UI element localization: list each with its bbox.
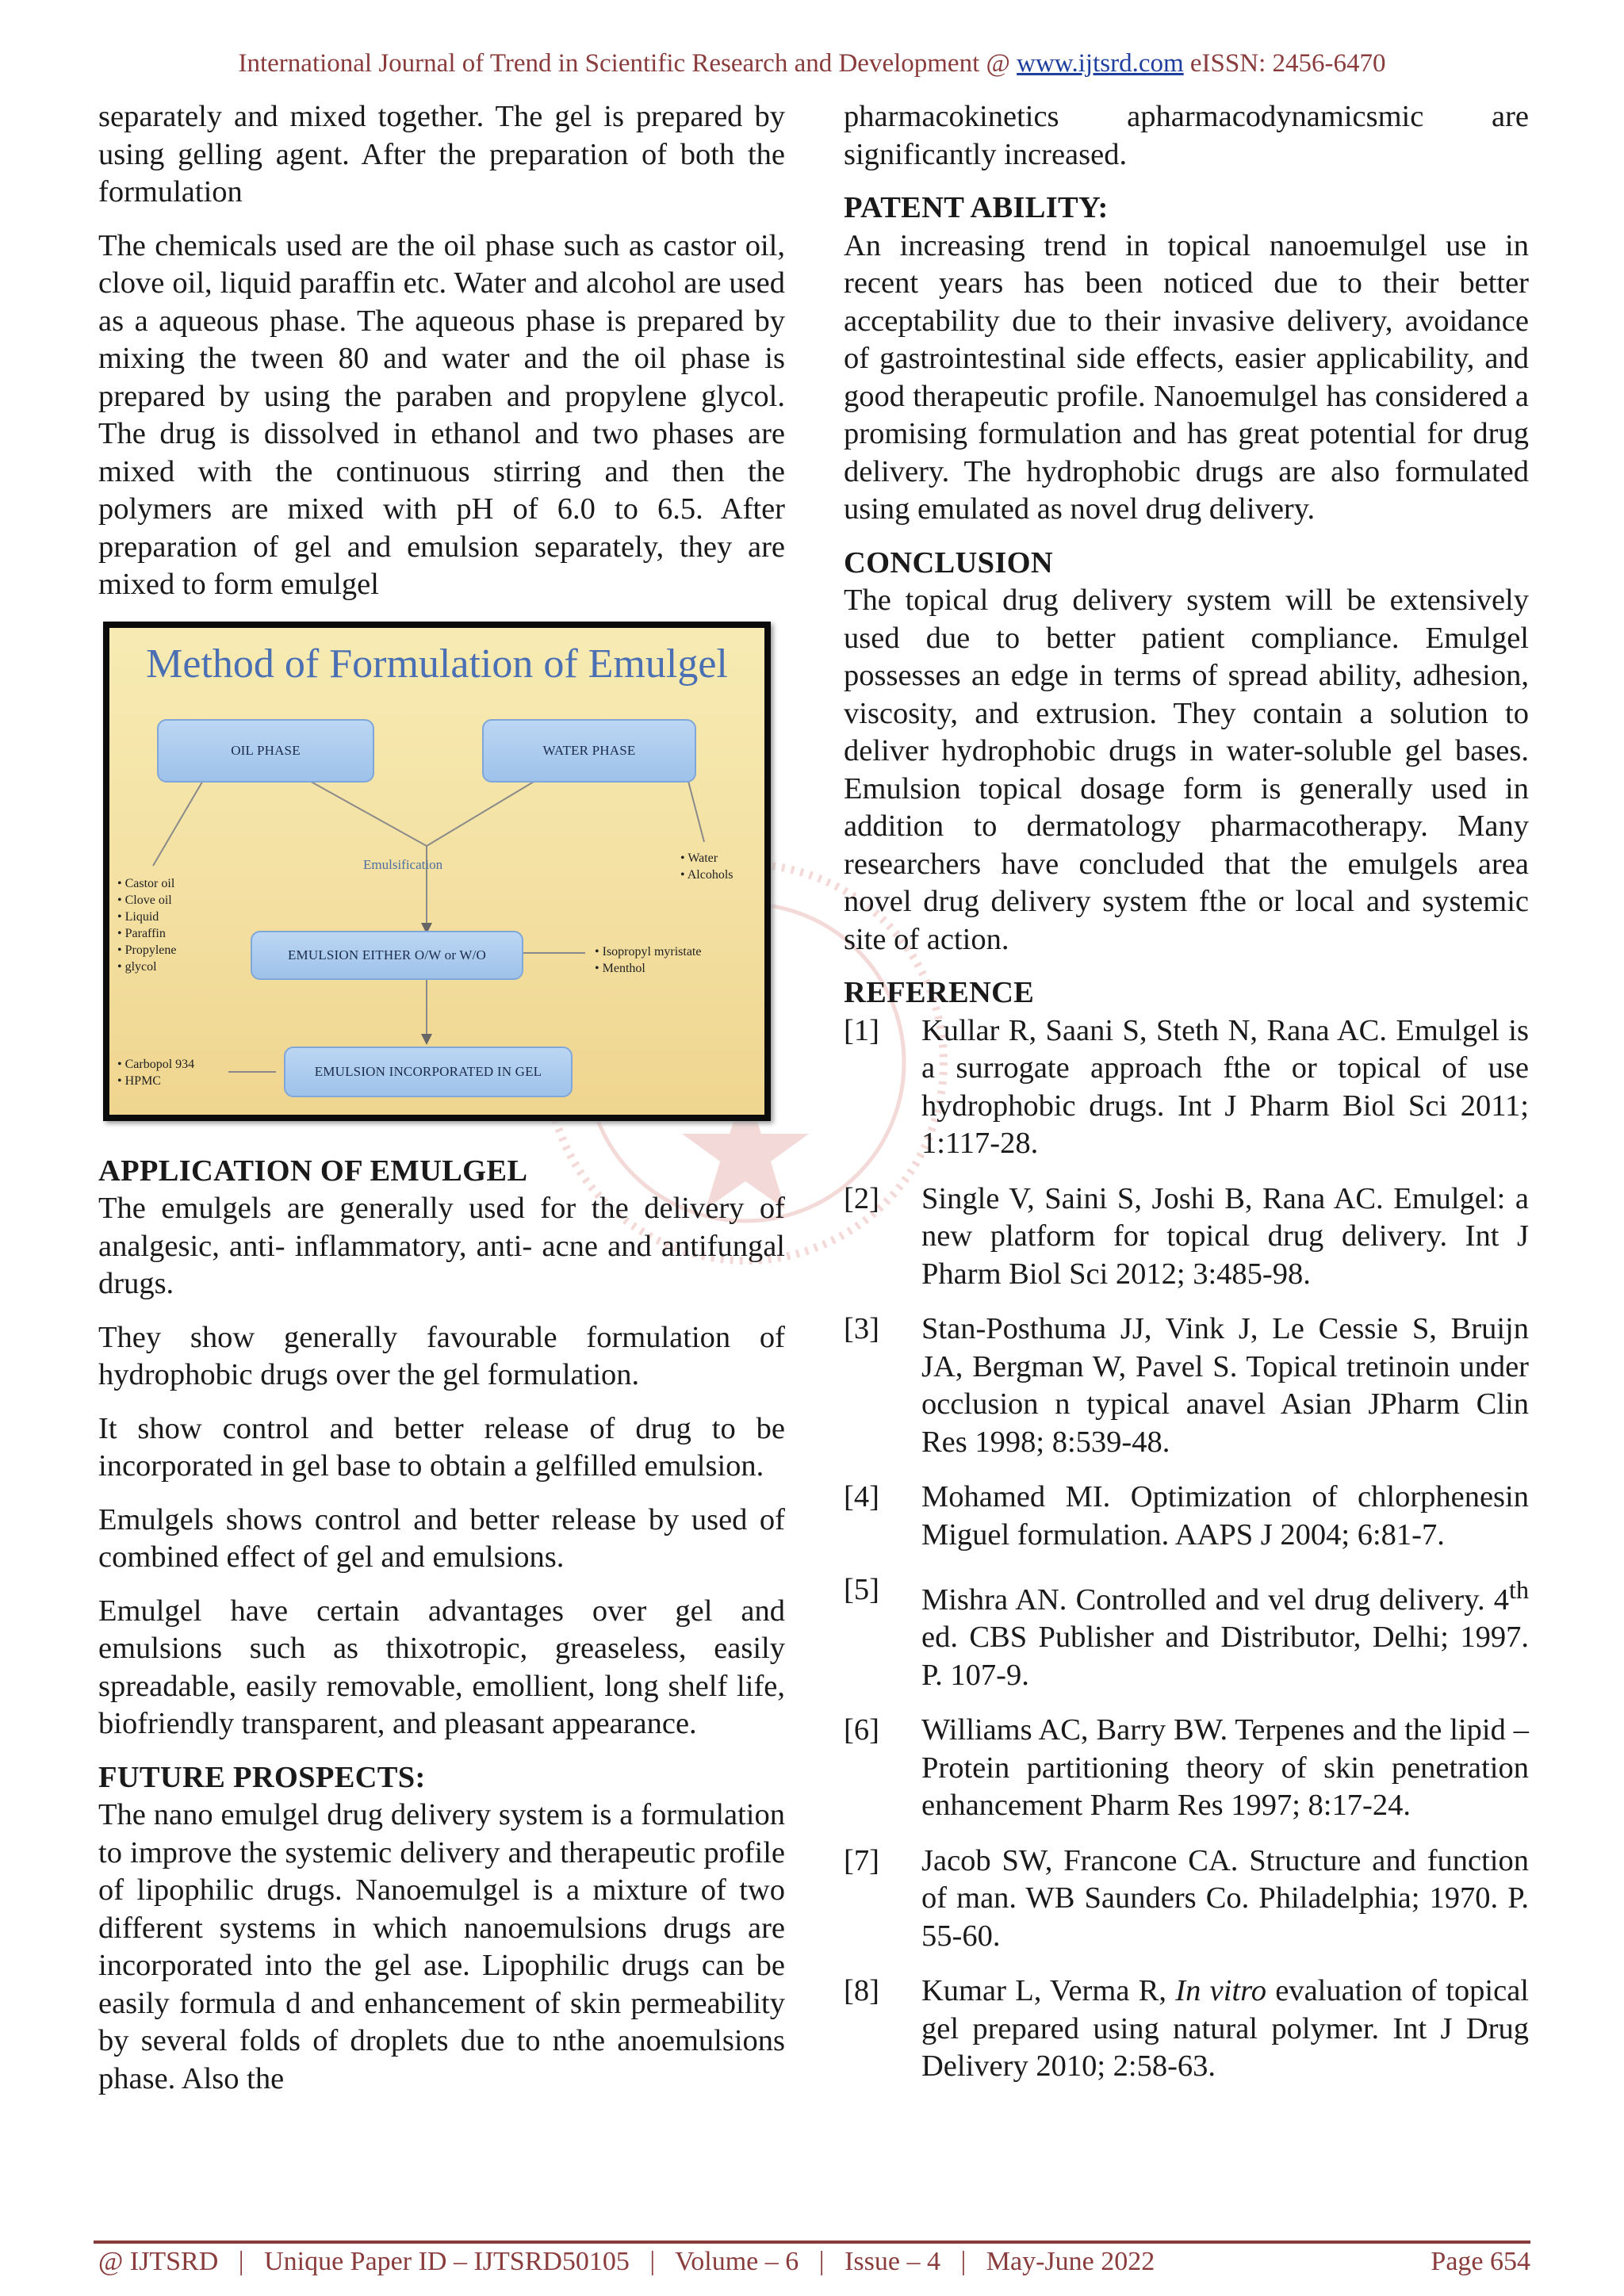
footer-divider	[94, 2241, 1530, 2244]
paragraph: separately and mixed together. The gel is prepared by using gelling agent. After the preparation of both the formulation	[98, 100, 785, 209]
oil-phase-box: OIL PHASE	[157, 719, 374, 783]
emulsion-items-list: • Isopropyl myristate • Menthol	[595, 943, 701, 977]
header-prefix: International Journal of Trend in Scientific Research and Development @	[238, 49, 1017, 78]
figure-title: Method of Formulation of Emulgel	[146, 641, 728, 687]
emulsification-label: Emulsification	[363, 856, 443, 872]
right-column	[844, 98, 1529, 2103]
gel-items-list: • Carbopol 934 • HPMC	[117, 1056, 194, 1089]
paragraph: They show generally favourable formulation of hydrophobic drugs over the gel formulation.	[98, 1320, 785, 1391]
section-heading: CONCLUSION	[844, 545, 1053, 580]
page-footer	[98, 2247, 1530, 2277]
formulation-figure	[103, 622, 771, 1121]
section-heading: REFERENCE	[844, 976, 1035, 1009]
oil-items-list: • Castor oil • Clove oil • Liquid • Paraffin • Propylene • glycol	[117, 875, 176, 975]
reference-item: [2] Single V, Saini S, Joshi B, Rana AC. Emulgel: a new platform for topical drug delivery. Int J Pharm Biol Sci 2012; 3:485-98.	[844, 1181, 1529, 1291]
water-items-list: • Water • Alcohols	[680, 850, 733, 883]
paragraph: Emulgel have certain advantages over gel and emulsions such as thixotropic, greaseless, easily spreadable, easily removable, emollient, long shelf life, biofriendly transparent, and pleasant appearance.	[98, 1594, 785, 1740]
gel-box: EMULSION INCORPORATED IN GEL	[284, 1047, 573, 1097]
paragraph: The emulgels are generally used for the delivery of analgesic, anti- inflammatory, anti- acne and antifungal drugs.	[98, 1192, 785, 1300]
journal-link[interactable]: www.ijtsrd.com	[1017, 49, 1184, 78]
reference-item: [5] Mishra AN. Controlled and vel drug delivery. 4th ed. CBS Publisher and Distributor, Delhi; 1997. P. 107-9.	[844, 1573, 1529, 1692]
emulsion-box: EMULSION EITHER O/W or W/O	[251, 931, 523, 980]
reference-item: [7] Jacob SW, Francone CA. Structure and function of man. WB Saunders Co. Philadelphia; 1970. P. 55-60.	[844, 1843, 1529, 1953]
paragraph: An increasing trend in topical nanoemulgel use in recent years has been noticed due to their better acceptability due to their invasive delivery, avoidance of gastrointestinal side effects, easier applicability, and good therapeutic profile. Nanoemulgel has considered a promising formulation and has great potential for drug delivery. The hydrophobic drugs are also formulated using emulated as novel drug delivery.	[844, 228, 1529, 526]
reference-item: [1] Kullar R, Saani S, Steth N, Rana AC. Emulgel is a surrogate approach fthe or topical of use hydrophobic drugs. Int J Pharm Biol Sci 2011; 1:117-28.	[844, 1013, 1529, 1160]
paragraph: The topical drug delivery system will be extensively used due to better patient compliance. Emulgel possesses an edge in terms of spread ability, adhesion, viscosity, and extrusion. They contain a solution to deliver hydrophobic drugs in water-soluble gel bases. Emulsion topical dosage form is generally used in addition to dermatology pharmacotherapy. Many researchers have concluded that the emulgels area novel drug delivery system fthe or local and systemic site of action.	[844, 584, 1529, 956]
paragraph: pharmacokinetics apharmacodynamicsmic are significantly increased.	[844, 100, 1529, 171]
page-number: Page 654	[1431, 2247, 1530, 2276]
running-header	[0, 49, 1624, 78]
reference-item: [4] Mohamed MI. Optimization of chlorphenesin Miguel formulation. AAPS J 2004; 6:81-7.	[844, 1480, 1529, 1552]
section-heading: PATENT ABILITY:	[844, 191, 1109, 224]
water-phase-box: WATER PHASE	[482, 719, 696, 783]
reference-item: [8] Kumar L, Verma R, In vitro evaluation of topical gel prepared using natural polymer. Int J Drug Delivery 2010; 2:58-63.	[844, 1974, 1530, 2084]
section-heading: APPLICATION OF EMULGEL	[98, 1154, 528, 1188]
paragraph: The chemicals used are the oil phase such as castor oil, clove oil, liquid paraffin etc. Water and alcohol are used as a aqueous phase. The aqueous phase is prepared by mixing the tween 80 and water and the oil phase is prepared by using the paraben and propylene glycol. The drug is dissolved in ethanol and two phases are mixed with the continuous stirring and then the polymers are mixed with pH of 6.0 to 6.5. After preparation of gel and emulsion separately, they are mixed to form emulgel	[98, 228, 785, 601]
reference-item: [3] Stan-Posthuma JJ, Vink J, Le Cessie S, Bruijn JA, Bergman W, Pavel S. Topical tretinoin under occlusion n typical anavel Asian JPharm Clin Res 1998; 8:539-48.	[844, 1312, 1529, 1459]
left-column	[98, 98, 785, 2114]
paragraph: The nano emulgel drug delivery system is a formulation to improve the systemic delivery and therapeutic profile of lipophilic drugs. Nanoemulgel is a mixture of two different systems in which nanoemulsions drugs are incorporated into the gel ase. Lipophilic drugs can be easily formula d and enhancement of skin permeability by several folds of droplets due to nthe anoemulsions phase. Also the	[98, 1798, 785, 2095]
footer-info: @ IJTSRD | Unique Paper ID – IJTSRD50105 | Volume – 6 | Issue – 4 | May-June 2022	[98, 2247, 1155, 2276]
paragraph: Emulgels shows control and better release by used of combined effect of gel and emulsions.	[98, 1502, 785, 1574]
section-heading: FUTURE PROSPECTS:	[98, 1760, 426, 1794]
reference-item: [6] Williams AC, Barry BW. Terpenes and the lipid – Protein partitioning theory of skin penetration enhancement Pharm Res 1997; 8:17-24.	[844, 1713, 1529, 1823]
paragraph: It show control and better release of drug to be incorporated in gel base to obtain a gelfilled emulsion.	[98, 1411, 785, 1483]
header-suffix: eISSN: 2456-6470	[1183, 49, 1386, 78]
